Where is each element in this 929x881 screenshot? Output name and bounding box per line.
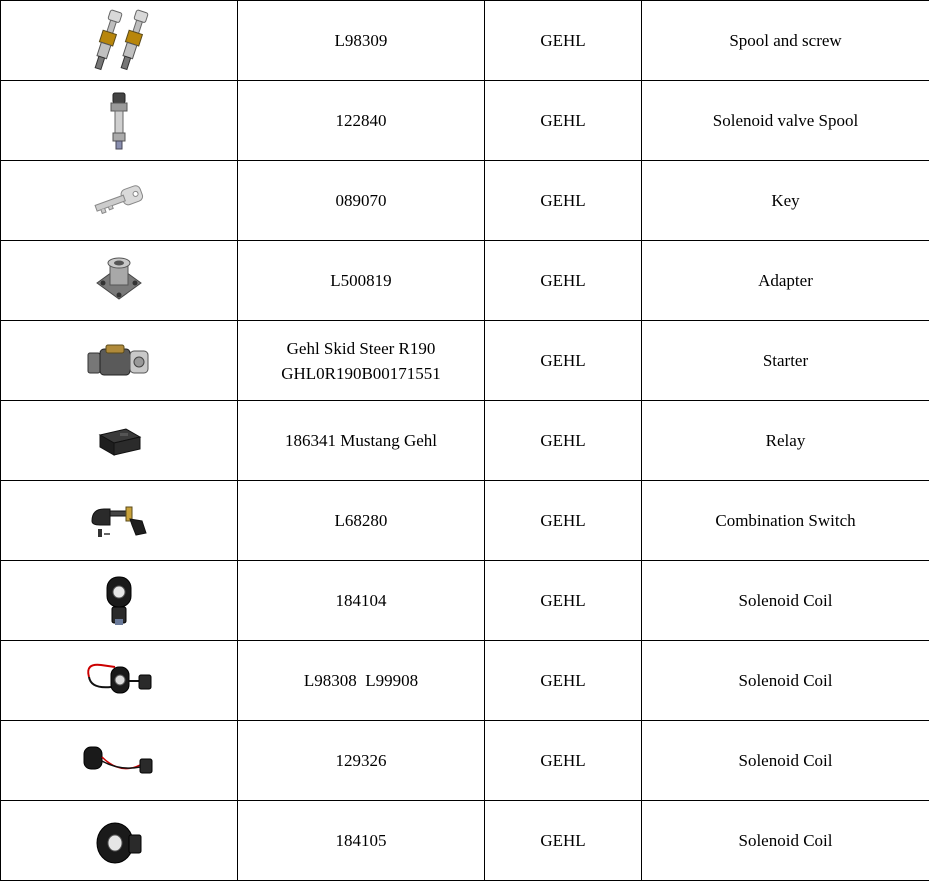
- brand: GEHL: [540, 31, 586, 50]
- part-number-cell: [238, 721, 485, 801]
- spool-and-screw-icon: [79, 6, 159, 76]
- part-number: L98308 L99908: [303, 671, 419, 690]
- part-number-cell: [238, 561, 485, 641]
- brand: GEHL: [540, 591, 586, 610]
- part-image-cell: [1, 401, 238, 481]
- part-number: L68280: [334, 511, 388, 530]
- brand-cell: [485, 1, 642, 81]
- part-number: L500819: [330, 271, 392, 290]
- solenoid-valve-spool-icon: [104, 91, 134, 151]
- table-row: [1, 161, 929, 241]
- brand-cell: [485, 721, 642, 801]
- solenoid-coil-wired-icon: [80, 741, 158, 781]
- part-image-cell: [1, 321, 238, 401]
- description: Solenoid valve Spool: [712, 111, 859, 130]
- description: Solenoid Coil: [738, 671, 833, 690]
- description-cell: [642, 641, 929, 721]
- description-cell: [642, 241, 929, 321]
- brand: GEHL: [540, 191, 586, 210]
- description-cell: [642, 481, 929, 561]
- description-cell: [642, 801, 929, 881]
- description: Solenoid Coil: [738, 591, 833, 610]
- description: Solenoid Coil: [738, 751, 833, 770]
- part-image-cell: [1, 1, 238, 81]
- part-number: [281, 336, 441, 386]
- part-number: 186341 Mustang Gehl: [284, 431, 438, 450]
- starter-icon: [84, 339, 154, 383]
- part-image-cell: [1, 81, 238, 161]
- description: Relay: [765, 431, 806, 450]
- part-number-cell: [238, 1, 485, 81]
- description-cell: [642, 161, 929, 241]
- part-number: 184105: [335, 831, 387, 850]
- solenoid-coil-round-icon: [93, 815, 145, 867]
- part-image-cell: [1, 161, 238, 241]
- table-row: [1, 241, 929, 321]
- part-image-cell: [1, 241, 238, 321]
- combination-switch-icon: [86, 499, 152, 543]
- description-cell: [642, 1, 929, 81]
- brand: GEHL: [540, 431, 586, 450]
- part-number-cell: [238, 321, 485, 401]
- part-number-cell: [238, 641, 485, 721]
- solenoid-coil-red-wire-icon: [81, 659, 157, 703]
- brand: GEHL: [540, 271, 586, 290]
- relay-icon: [94, 421, 144, 461]
- table-row: [1, 481, 929, 561]
- brand-cell: [485, 801, 642, 881]
- description: Spool and screw: [729, 31, 842, 50]
- description-cell: [642, 321, 929, 401]
- part-number: L98309: [334, 31, 388, 50]
- brand: GEHL: [540, 751, 586, 770]
- adapter-icon: [91, 253, 147, 309]
- part-number-cell: [238, 801, 485, 881]
- table-row: [1, 401, 929, 481]
- description-cell: [642, 401, 929, 481]
- part-image-cell: [1, 641, 238, 721]
- description: Solenoid Coil: [738, 831, 833, 850]
- part-number-cell: [238, 161, 485, 241]
- part-number-line: GHL0R190B00171551: [281, 363, 441, 383]
- brand: GEHL: [540, 671, 586, 690]
- brand: GEHL: [540, 831, 586, 850]
- description-cell: [642, 721, 929, 801]
- brand: GEHL: [540, 111, 586, 130]
- part-number: 089070: [335, 191, 387, 210]
- brand-cell: [485, 321, 642, 401]
- table-row: [1, 81, 929, 161]
- part-number-line: Gehl Skid Steer R190: [286, 338, 436, 358]
- brand-cell: [485, 641, 642, 721]
- brand-cell: [485, 401, 642, 481]
- table-row: [1, 801, 929, 881]
- table-row: [1, 1, 929, 81]
- part-number: 129326: [335, 751, 387, 770]
- part-image-cell: [1, 801, 238, 881]
- brand-cell: [485, 161, 642, 241]
- brand-cell: [485, 561, 642, 641]
- key-icon: [91, 184, 147, 218]
- description-cell: [642, 561, 929, 641]
- brand: GEHL: [540, 511, 586, 530]
- part-number: 184104: [335, 591, 387, 610]
- description: Combination Switch: [715, 511, 856, 530]
- part-number-cell: [238, 401, 485, 481]
- description-cell: [642, 81, 929, 161]
- table-row: [1, 561, 929, 641]
- table-row: [1, 721, 929, 801]
- part-image-cell: [1, 481, 238, 561]
- brand: GEHL: [540, 351, 586, 370]
- description: Adapter: [758, 271, 813, 290]
- description: Starter: [762, 351, 809, 370]
- part-number-cell: [238, 481, 485, 561]
- part-number: 122840: [335, 111, 387, 130]
- table-row: [1, 321, 929, 401]
- part-image-cell: [1, 561, 238, 641]
- brand-cell: [485, 241, 642, 321]
- part-number-cell: [238, 241, 485, 321]
- part-number-cell: [238, 81, 485, 161]
- brand-cell: [485, 81, 642, 161]
- part-image-cell: [1, 721, 238, 801]
- table-row: [1, 641, 929, 721]
- brand-cell: [485, 481, 642, 561]
- solenoid-coil-icon: [101, 573, 137, 629]
- description: Key: [771, 191, 800, 210]
